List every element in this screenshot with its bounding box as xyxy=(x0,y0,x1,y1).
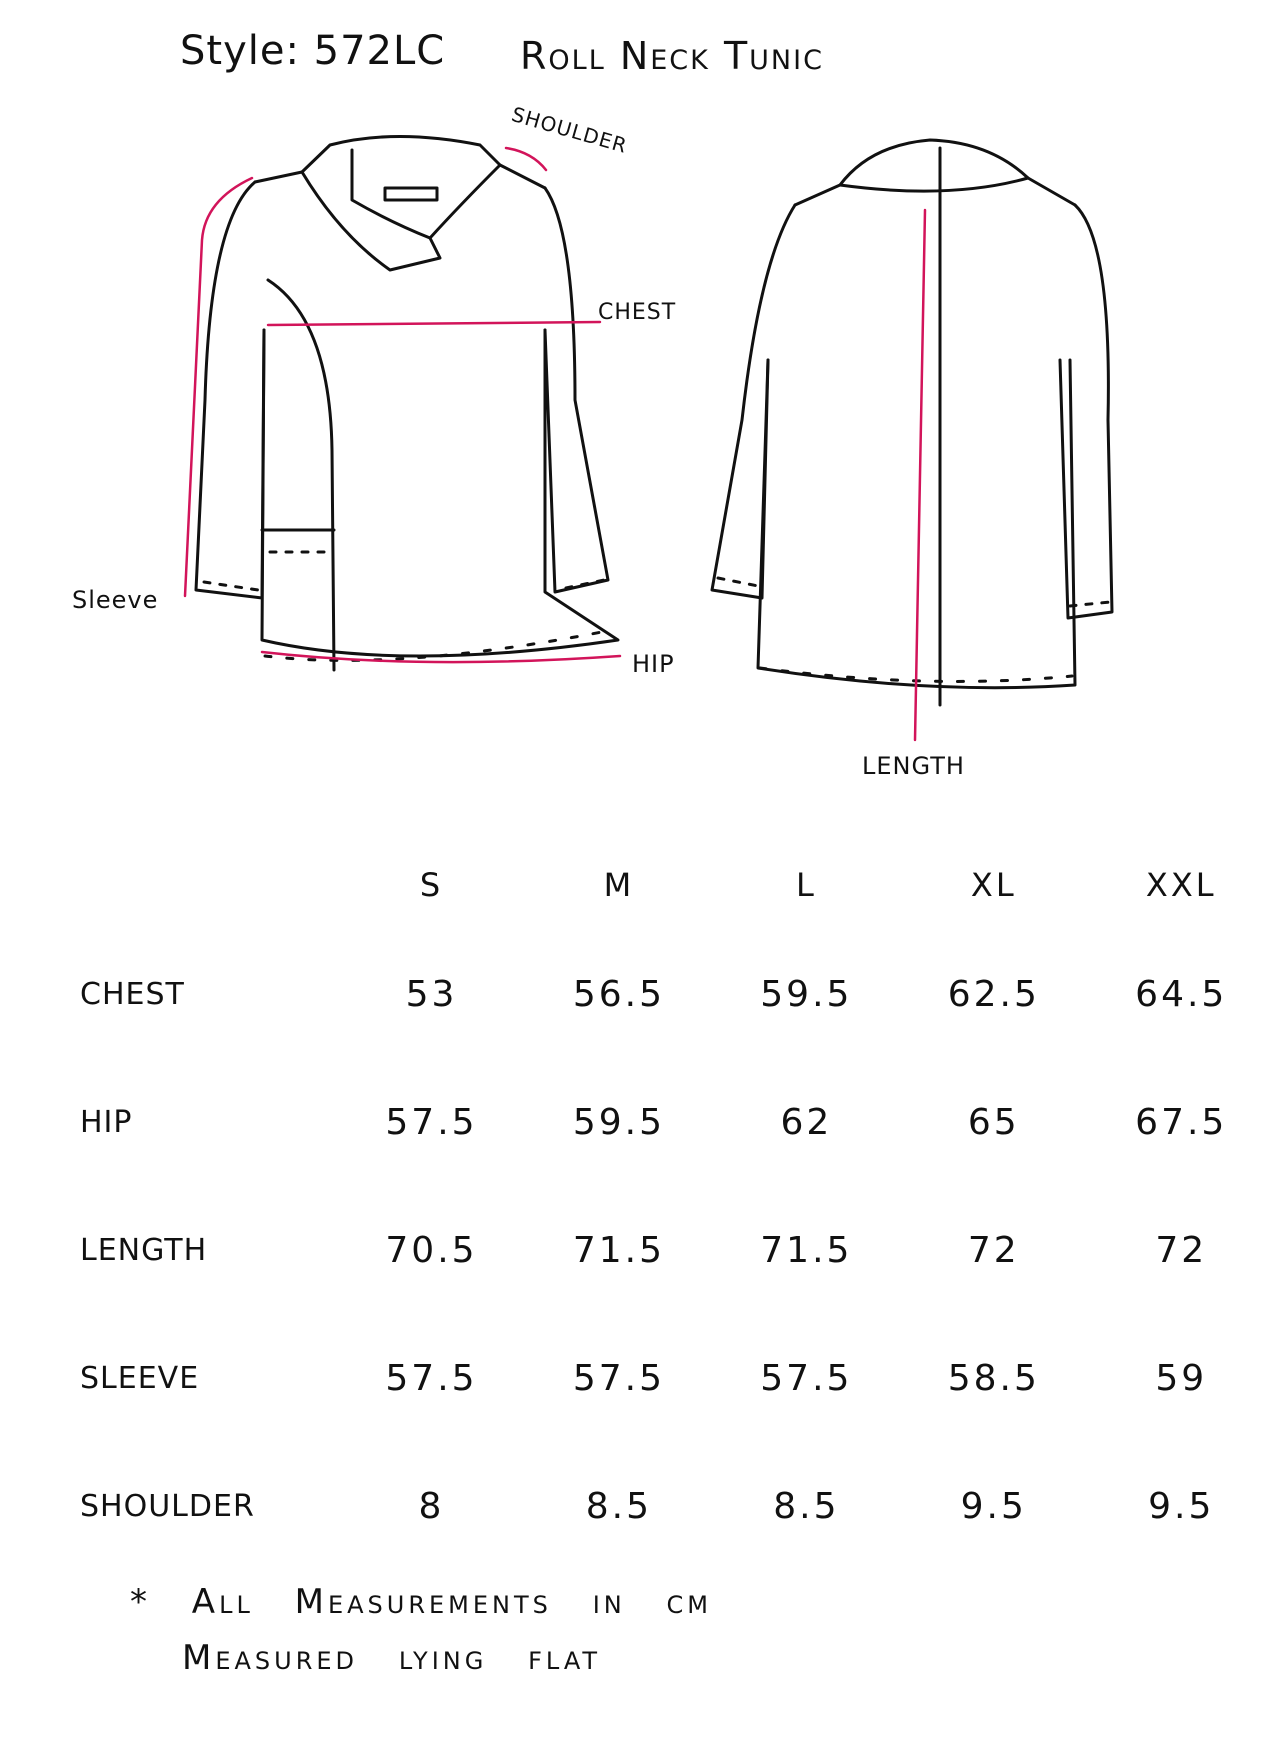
table-cell: 62 xyxy=(780,1101,833,1143)
measure-chest xyxy=(268,322,600,325)
front-left-shoulder xyxy=(255,172,302,182)
note-lying-flat: Measured lying flat xyxy=(182,1638,602,1678)
row-label-sleeve: SLEEVE xyxy=(80,1360,200,1396)
table-cell: 70.5 xyxy=(385,1229,478,1271)
back-left-sleeve xyxy=(712,205,795,598)
table-cell: 8.5 xyxy=(585,1485,653,1527)
back-left-shoulder xyxy=(795,185,840,205)
size-header-xl: XL xyxy=(970,866,1017,904)
size-chart-table xyxy=(60,840,1275,1570)
table-cell: 9.5 xyxy=(1148,1485,1215,1527)
front-panel-seam xyxy=(268,280,334,670)
front-right-sleeve xyxy=(545,188,608,592)
table-cell: 9.5 xyxy=(960,1485,1027,1527)
row-label-chest: CHEST xyxy=(80,976,185,1012)
table-cell: 59 xyxy=(1155,1357,1208,1399)
hip-label: HIP xyxy=(632,650,675,678)
table-row xyxy=(60,1058,1275,1186)
front-label xyxy=(385,188,437,200)
table-cell: 57.5 xyxy=(572,1357,665,1399)
size-header-blank xyxy=(60,840,338,930)
back-collar xyxy=(840,140,1028,191)
table-cell: 8 xyxy=(418,1485,445,1527)
front-collar-inner xyxy=(352,150,430,238)
table-cell: 57.5 xyxy=(385,1101,478,1143)
table-cell: 57.5 xyxy=(760,1357,853,1399)
back-right-cuff-stitch xyxy=(1070,602,1110,606)
garment-sketch xyxy=(0,0,1275,800)
table-cell: 58.5 xyxy=(947,1357,1040,1399)
table-cell: 56.5 xyxy=(572,973,665,1015)
measure-length xyxy=(915,210,925,740)
table-cell: 71.5 xyxy=(572,1229,665,1271)
measure-shoulder xyxy=(506,148,546,170)
table-cell: 71.5 xyxy=(760,1229,853,1271)
size-header-xxl: XXL xyxy=(1145,866,1217,904)
size-header-m: M xyxy=(603,866,635,904)
back-left-cuff-stitch xyxy=(718,578,758,586)
table-cell: 65 xyxy=(967,1101,1020,1143)
front-left-sleeve xyxy=(196,182,264,598)
back-right-shoulder xyxy=(1028,178,1075,205)
size-header-s: S xyxy=(419,866,444,904)
front-collar-outer xyxy=(302,137,500,271)
table-cell: 67.5 xyxy=(1135,1101,1228,1143)
style-code: Style: 572LC xyxy=(180,28,446,74)
size-header-row xyxy=(60,840,1275,930)
chest-label: CHEST xyxy=(598,300,677,325)
product-name: Roll Neck Tunic xyxy=(520,34,824,78)
table-cell: 64.5 xyxy=(1135,973,1228,1015)
table-row xyxy=(60,1314,1275,1442)
front-body xyxy=(262,330,618,656)
front-left-cuff-stitch xyxy=(204,582,258,590)
back-right-sleeve xyxy=(1060,205,1112,618)
table-cell: 57.5 xyxy=(385,1357,478,1399)
length-label: LENGTH xyxy=(862,752,965,780)
row-label-hip: HIP xyxy=(80,1104,133,1140)
row-label-length: LENGTH xyxy=(80,1232,208,1268)
front-right-shoulder xyxy=(500,165,545,188)
table-cell: 72 xyxy=(1155,1229,1208,1271)
table-row xyxy=(60,1442,1275,1570)
table-cell: 53 xyxy=(405,973,458,1015)
table-row xyxy=(60,930,1275,1058)
note-measurements-unit: * All Measurements in cm xyxy=(130,1582,713,1622)
measure-sleeve xyxy=(185,178,252,596)
row-label-shoulder: SHOULDER xyxy=(80,1488,255,1524)
table-cell: 59.5 xyxy=(760,973,853,1015)
table-cell: 62.5 xyxy=(947,973,1040,1015)
table-cell: 72 xyxy=(967,1229,1020,1271)
shoulder-label: SHOULDER xyxy=(509,102,631,158)
table-cell: 8.5 xyxy=(773,1485,840,1527)
table-row xyxy=(60,1186,1275,1314)
size-header-l: L xyxy=(795,866,817,904)
sleeve-label: Sleeve xyxy=(72,586,159,614)
table-cell: 59.5 xyxy=(572,1101,665,1143)
front-right-cuff-stitch xyxy=(566,580,604,588)
